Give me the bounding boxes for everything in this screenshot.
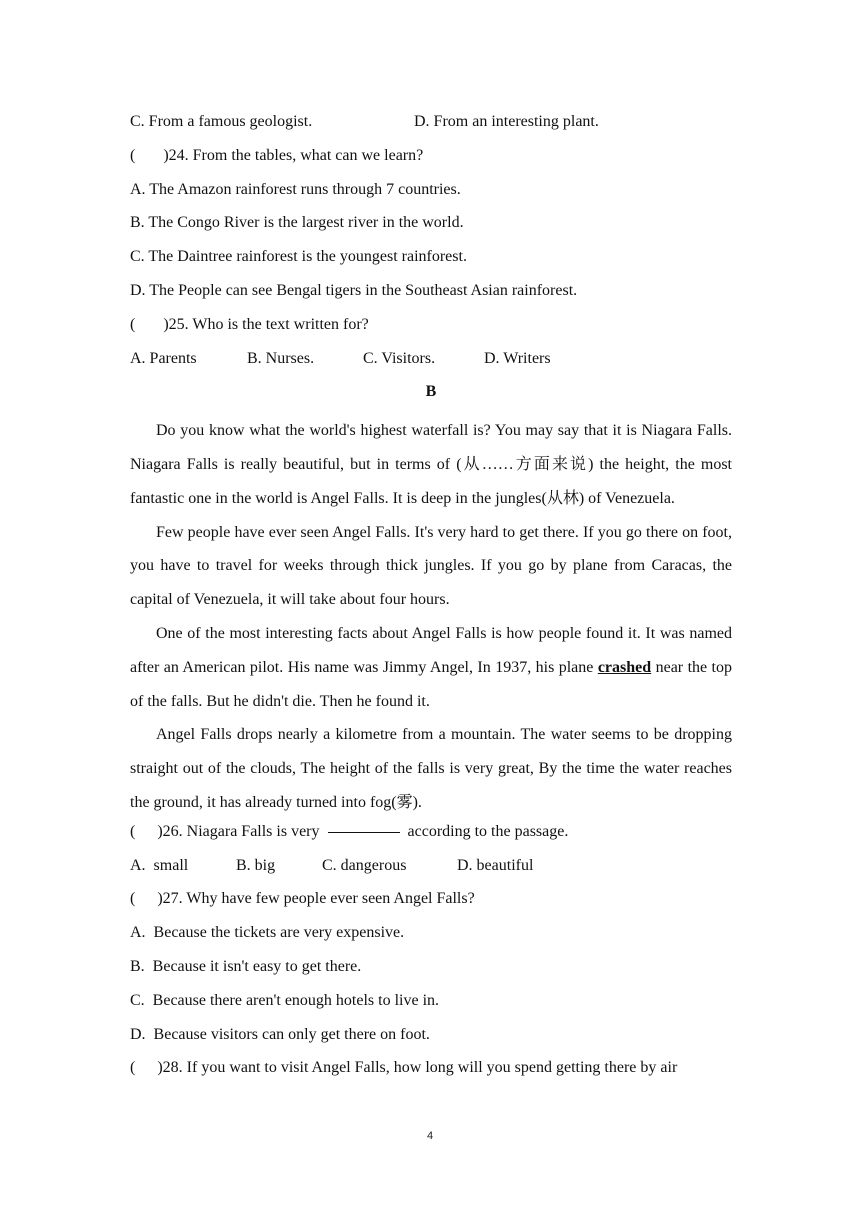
page-content [130,110,732,1090]
q25-option-b: B. Nurses. [247,349,315,367]
q25-option-c: C. Visitors. [363,349,436,367]
q26-bracket-open: ( [130,822,136,840]
q25-stem-text: 25. Who is the text written for? [168,315,369,333]
passage-paragraph-3-before: One of the most interesting facts about Angel Falls is how people found it. It was named after an American pilot. His name was Jimmy Angel, In 1937, his plane [130,624,732,676]
q24-option-a: A. The Amazon rainforest runs through 7 countries. [130,180,461,198]
q24-bracket-open: ( [130,146,136,164]
q26-option-d: D. beautiful [457,856,534,874]
q24-bracket-close: ) [163,146,169,164]
q28-bracket-open: ( [130,1059,136,1077]
q26-options-row [130,854,732,888]
q24-stem [130,144,732,178]
q26-option-c: C. dangerous [322,856,407,874]
section-b-heading: B [425,383,437,401]
q25-bracket-open: ( [130,315,136,333]
q26-answer-blank [328,832,400,833]
q26-stem [130,820,732,854]
q27-bracket-close: ) [157,890,163,908]
q26-bracket-close: ) [157,822,163,840]
q28-stem [130,1056,732,1090]
q23-option-d: D. From an interesting plant. [414,113,599,130]
passage-paragraph-3 [130,617,732,718]
q25-options-row [130,347,732,381]
q24-option-b: B. The Congo River is the largest river in the world. [130,214,464,232]
q26-stem-before: 26. Niagara Falls is very [162,822,320,840]
q23-options-row [130,110,732,144]
q25-stem [130,313,732,347]
q27-option-d: D. Because visitors can only get there on foot. [130,1025,430,1043]
passage-paragraph-4: Angel Falls drops nearly a kilometre from a mountain. The water seems to be dropping straight out of the clouds, The height of the falls is very great, By the time the water reaches the ground, it has already turned into fog(雾). [130,726,732,811]
passage-paragraph-3-after: near the top of the falls. But he didn't die. Then he found it. [130,658,732,710]
q26-stem-after: according to the passage. [407,822,569,840]
q28-bracket-close: ) [157,1059,163,1077]
q24-stem-text: 24. From the tables, what can we learn? [168,146,424,164]
q28-stem-text: 28. If you want to visit Angel Falls, how long will you spend getting there by air [162,1059,678,1077]
q27-option-a: A. Because the tickets are very expensive. [130,924,405,942]
q27-option-b: B. Because it isn't easy to get there. [130,957,362,975]
passage-paragraph-1: Do you know what the world's highest waterfall is? You may say that it is Niagara Falls. Niagara Falls is really beautiful, but in terms of (从……方面来说) the height, the most fantastic one in the world is Angel Falls. It is deep in the jungles(从林) of Venezuela. [130,422,732,507]
q25-option-a: A. Parents [130,349,197,367]
page-number: 4 [426,1130,434,1142]
q24-option-c: C. The Daintree rainforest is the youngest rainforest. [130,248,467,266]
q23-option-c: C. From a famous geologist. [130,113,313,130]
q25-option-d: D. Writers [484,349,551,367]
underlined-word-crashed: crashed [597,658,652,676]
q25-bracket-close: ) [163,315,169,333]
q27-stem-text: 27. Why have few people ever seen Angel Falls? [162,890,475,908]
q26-option-a: A. small [130,856,189,874]
q24-option-d: D. The People can see Bengal tigers in the Southeast Asian rainforest. [130,281,578,299]
q26-option-b: B. big [236,856,276,874]
q27-stem [130,887,732,921]
q27-bracket-open: ( [130,890,136,908]
q27-option-c: C. Because there aren't enough hotels to live in. [130,991,440,1009]
passage-paragraph-2: Few people have ever seen Angel Falls. It's very hard to get there. If you go there on foot, you have to travel for weeks through thick jungles. If you go by plane from Caracas, the capital of Venezuela, it will take about four hours. [130,523,732,609]
